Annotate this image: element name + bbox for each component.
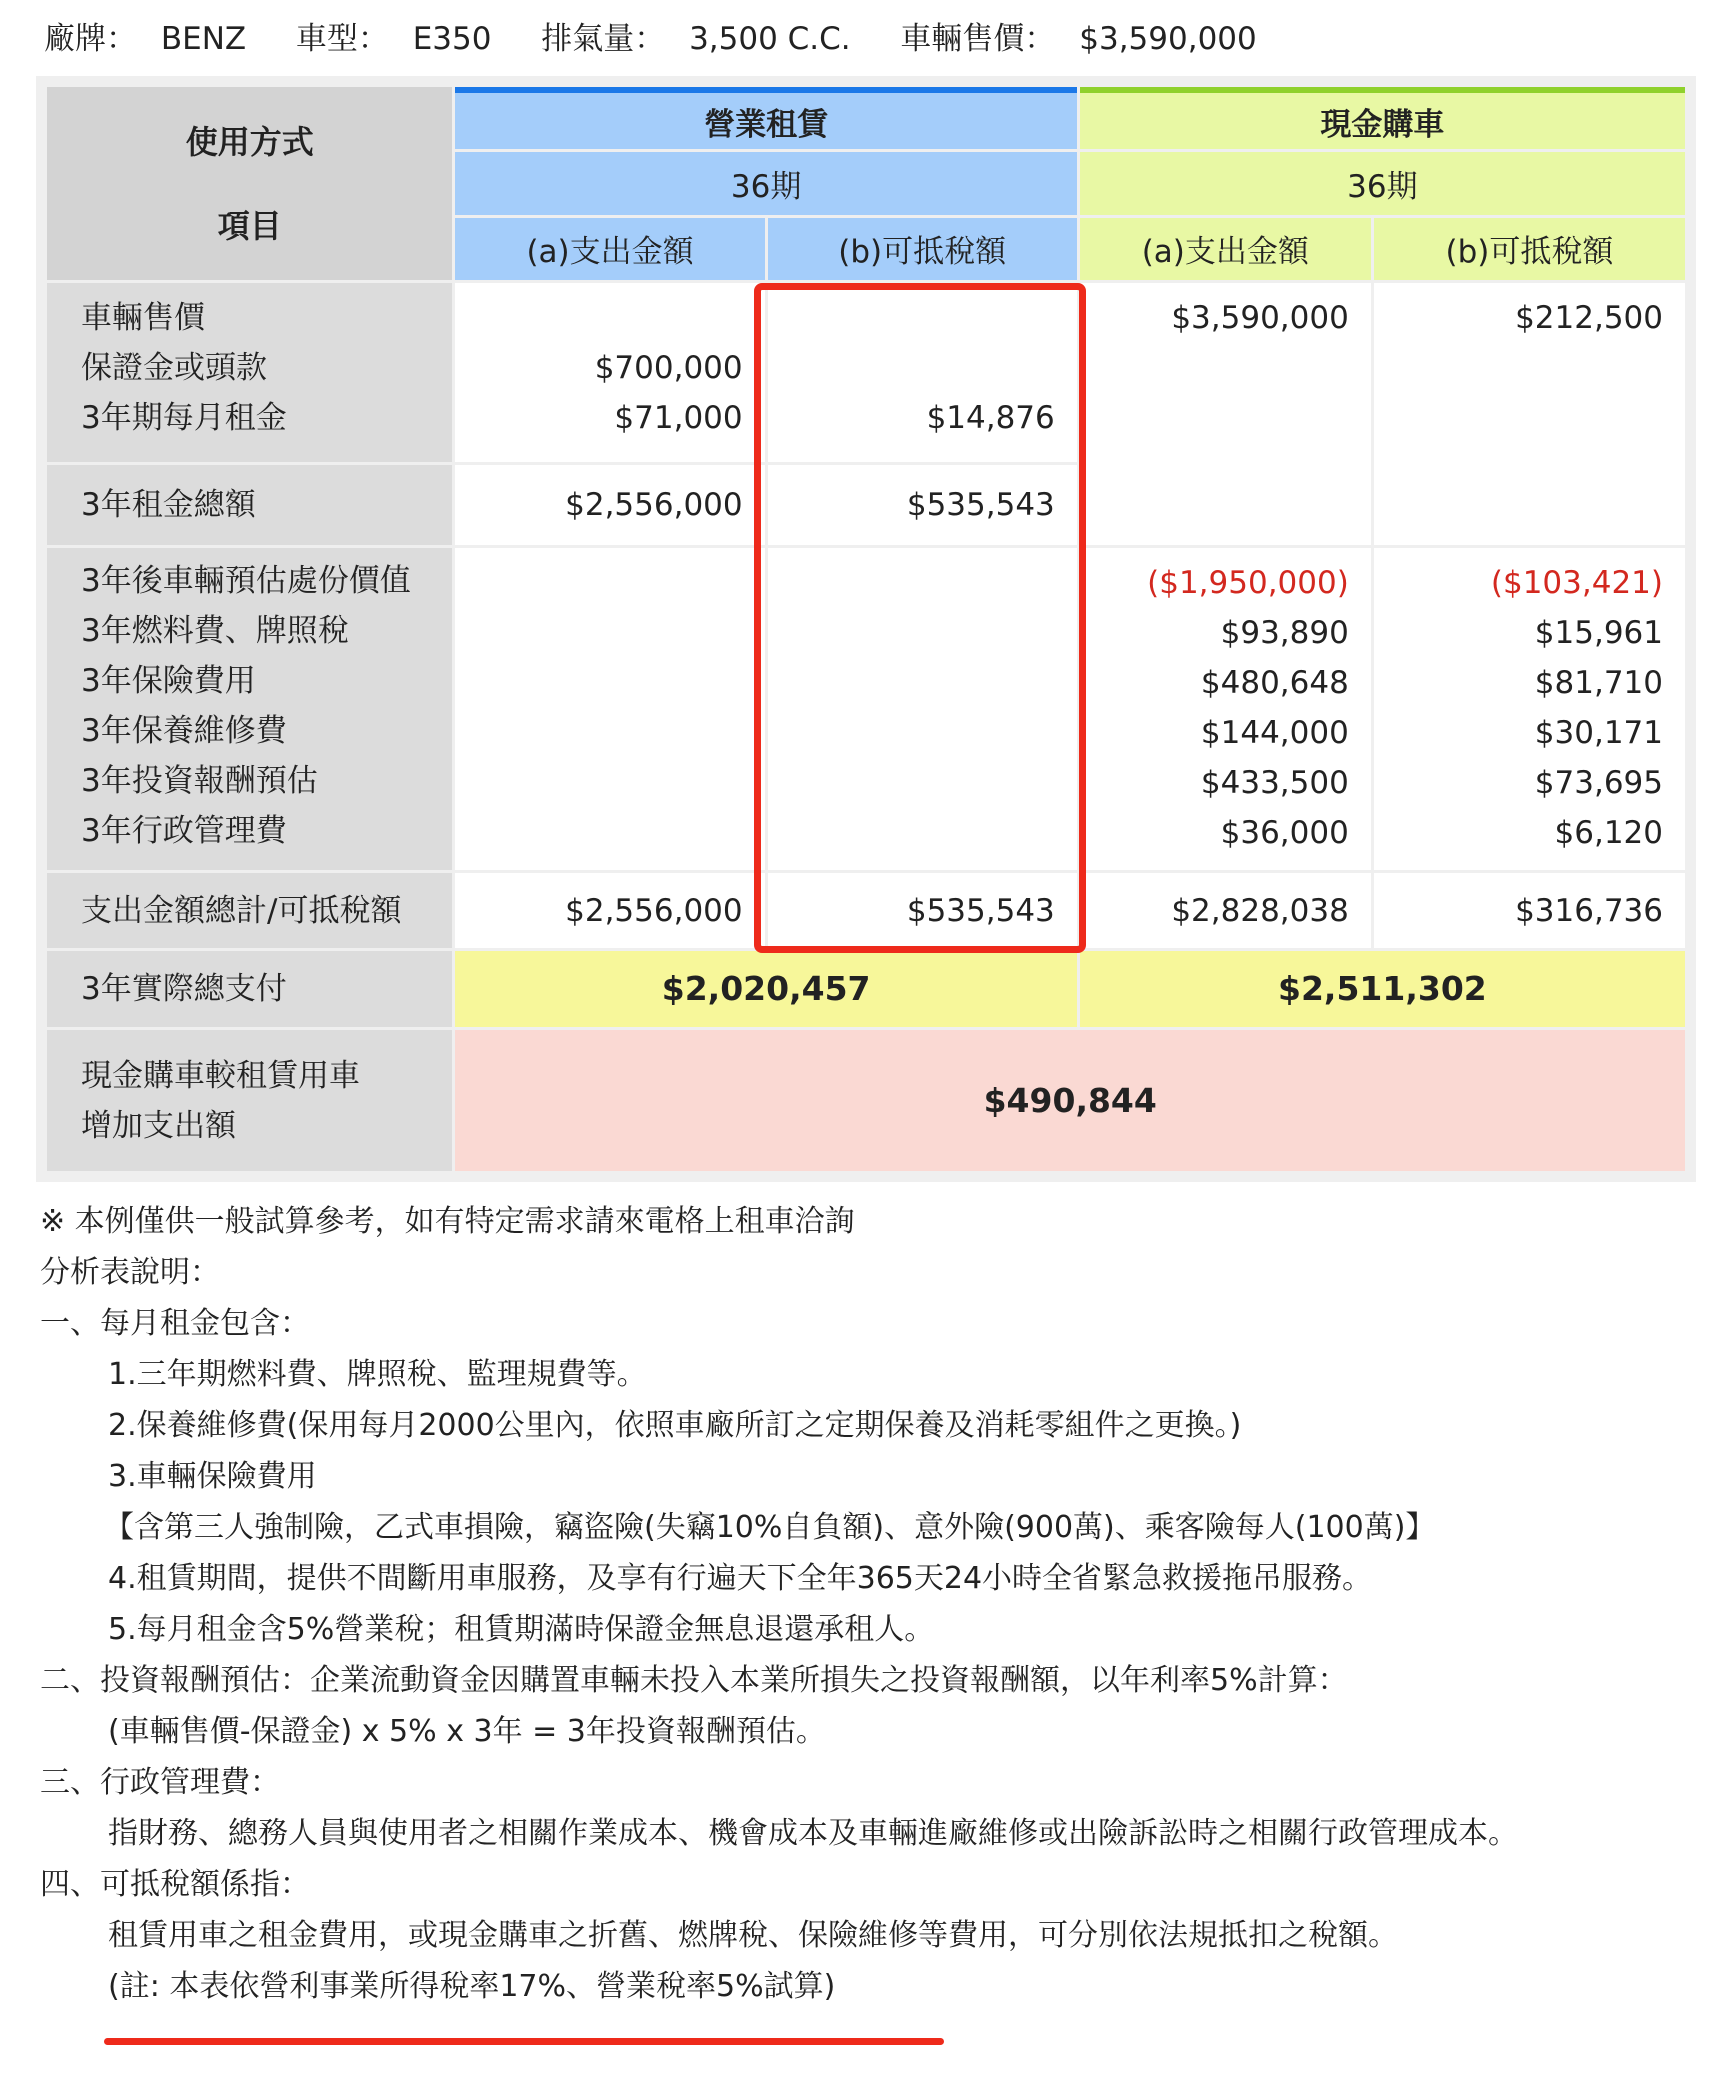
brand-label: 廠牌： <box>44 21 137 57</box>
cash-b-maintenance: $30,171 <box>1534 715 1663 752</box>
model-value: E350 <box>412 21 492 57</box>
section2-title: 二、投資報酬預估：企業流動資金因購置車輛未投入本業所損失之投資報酬額，以年利率5%計算： <box>40 1663 1348 1698</box>
label-fuel-tax: 3年燃料費、牌照稅 <box>81 613 349 650</box>
label-residual-value: 3年後車輛預估處份價值 <box>81 563 411 600</box>
cash-b-residual-value: ($103,421) <box>1490 565 1663 602</box>
section4-note: (註: 本表依營利事業所得稅率17%、營業稅率5%試算) <box>108 1969 836 2004</box>
section3-title: 三、行政管理費： <box>40 1765 280 1800</box>
cash-a-insurance: $480,648 <box>1200 665 1349 702</box>
cash-a-investment-return: $433,500 <box>1200 765 1349 802</box>
section1-item-2: 2.保養維修費(保用每月2000公里內，依照車廠所訂之定期保養及消耗零組件之更換。) <box>108 1408 1242 1443</box>
cash-a-maintenance: $144,000 <box>1200 715 1349 752</box>
car-info-header <box>44 14 1257 64</box>
group3-cash-a <box>1080 548 1371 870</box>
header-usage: 使用方式 <box>185 122 314 161</box>
section1-item-5: 5.每月租金含5%營業稅；租賃期滿時保證金無息退還承租人。 <box>108 1612 935 1647</box>
label-deposit: 保證金或頭款 <box>81 350 267 387</box>
section2-formula: (車輛售價-保證金) x 5% x 3年 = 3年投資報酬預估。 <box>108 1714 826 1749</box>
lease-a-total-rent: $2,556,000 <box>455 465 764 545</box>
lease-actual-total: $2,020,457 <box>455 951 1076 1027</box>
group1-cash-b <box>1374 283 1685 545</box>
note-underline <box>104 2038 944 2045</box>
cash-b-fuel-tax: $15,961 <box>1534 615 1663 652</box>
lease-col-a-header: (a)支出金額 <box>455 218 764 280</box>
header-item: 項目 <box>217 206 282 245</box>
label-total-rent: 3年租金總額 <box>47 465 452 545</box>
label-actual-total: 3年實際總支付 <box>47 951 452 1027</box>
group1-cash-a <box>1080 283 1371 545</box>
price-label: 車輛售價： <box>900 21 1056 57</box>
group3-lease-a <box>455 548 764 870</box>
header-usage-item-cell <box>47 87 452 280</box>
cash-col-b-header: (b)可抵稅額 <box>1374 218 1685 280</box>
label-admin-cost: 3年行政管理費 <box>81 813 287 850</box>
cc-value: 3,500 C.C. <box>689 21 851 57</box>
lease-tax-highlight-box <box>754 283 1086 953</box>
section1-item-3: 3.車輛保險費用 <box>108 1459 317 1494</box>
notes-title: 分析表說明： <box>40 1255 220 1290</box>
brand-value: BENZ <box>160 21 247 57</box>
model-label: 車型： <box>295 21 389 57</box>
label-car-price: 車輛售價 <box>81 300 205 337</box>
section1-item-4: 4.租賃期間，提供不間斷用車服務，及享有行遍天下全年365天24小時全省緊急救援拖吊服務。 <box>108 1561 1373 1596</box>
cc-label: 排氣量： <box>541 21 666 57</box>
lease-a-deposit: $700,000 <box>594 350 743 387</box>
difference-label <box>47 1030 452 1171</box>
cash-b-insurance: $81,710 <box>1534 665 1663 702</box>
section4-title: 四、可抵稅額係指： <box>40 1867 310 1902</box>
group3-labels <box>47 548 452 870</box>
notes-section <box>40 1196 1700 2012</box>
group1-labels <box>47 283 452 462</box>
cash-b-subtotal: $316,736 <box>1374 873 1685 947</box>
lease-title: 營業租賃 <box>455 87 1076 149</box>
lease-b-total-rent: $535,543 <box>768 465 1077 545</box>
difference-label-line2: 增加支出額 <box>81 1107 236 1144</box>
cash-a-admin-cost: $36,000 <box>1220 815 1349 852</box>
section1-item-3-detail: 【含第三人強制險，乙式車損險，竊盜險(失竊10%自負額)、意外險(900萬)、乘客險每人(100萬)】 <box>104 1510 1436 1545</box>
lease-a-monthly-rent: $71,000 <box>614 400 743 437</box>
cash-title: 現金購車 <box>1080 87 1685 149</box>
section3-text: 指財務、總務人員與使用者之相關作業成本、機會成本及車輛進廠維修或出險訴訟時之相關行政管理成本。 <box>108 1816 1518 1851</box>
cash-period: 36期 <box>1080 152 1685 214</box>
label-monthly-rent: 3年期每月租金 <box>81 400 287 437</box>
lease-b-monthly-rent: $14,876 <box>926 400 1055 437</box>
label-investment-return: 3年投資報酬預估 <box>81 763 318 800</box>
cash-b-admin-cost: $6,120 <box>1554 815 1663 852</box>
label-subtotal: 支出金額總計/可抵稅額 <box>47 873 452 947</box>
disclaimer: ※ 本例僅供一般試算參考，如有特定需求請來電格上租車洽詢 <box>40 1204 855 1239</box>
group3-cash-b <box>1374 548 1685 870</box>
lease-a-subtotal: $2,556,000 <box>455 873 764 947</box>
lease-b-subtotal: $535,543 <box>768 873 1077 947</box>
cash-b-investment-return: $73,695 <box>1534 765 1663 802</box>
lease-col-b-header: (b)可抵稅額 <box>768 218 1077 280</box>
cash-a-car-price: $3,590,000 <box>1171 300 1349 337</box>
cash-actual-total: $2,511,302 <box>1080 951 1685 1027</box>
cash-col-a-header: (a)支出金額 <box>1080 218 1371 280</box>
cash-b-car-price: $212,500 <box>1515 300 1663 337</box>
section1-item-1: 1.三年期燃料費、牌照稅、監理規費等。 <box>108 1357 647 1392</box>
section4-text: 租賃用車之租金費用，或現金購車之折舊、燃牌稅、保險維修等費用，可分別依法規抵扣之稅額。 <box>108 1918 1398 1953</box>
difference-label-line1: 現金購車較租賃用車 <box>81 1057 360 1094</box>
section1-title: 一、每月租金包含： <box>40 1306 310 1341</box>
difference-value: $490,844 <box>455 1030 1685 1171</box>
price-value: $3,590,000 <box>1079 21 1257 57</box>
label-insurance: 3年保險費用 <box>81 663 256 700</box>
lease-period: 36期 <box>455 152 1076 214</box>
cash-a-residual-value: ($1,950,000) <box>1147 565 1349 602</box>
label-maintenance: 3年保養維修費 <box>81 713 287 750</box>
cash-a-subtotal: $2,828,038 <box>1080 873 1371 947</box>
group1-lease-a <box>455 283 764 462</box>
cash-a-fuel-tax: $93,890 <box>1220 615 1349 652</box>
lease-a-car-price <box>455 293 742 343</box>
